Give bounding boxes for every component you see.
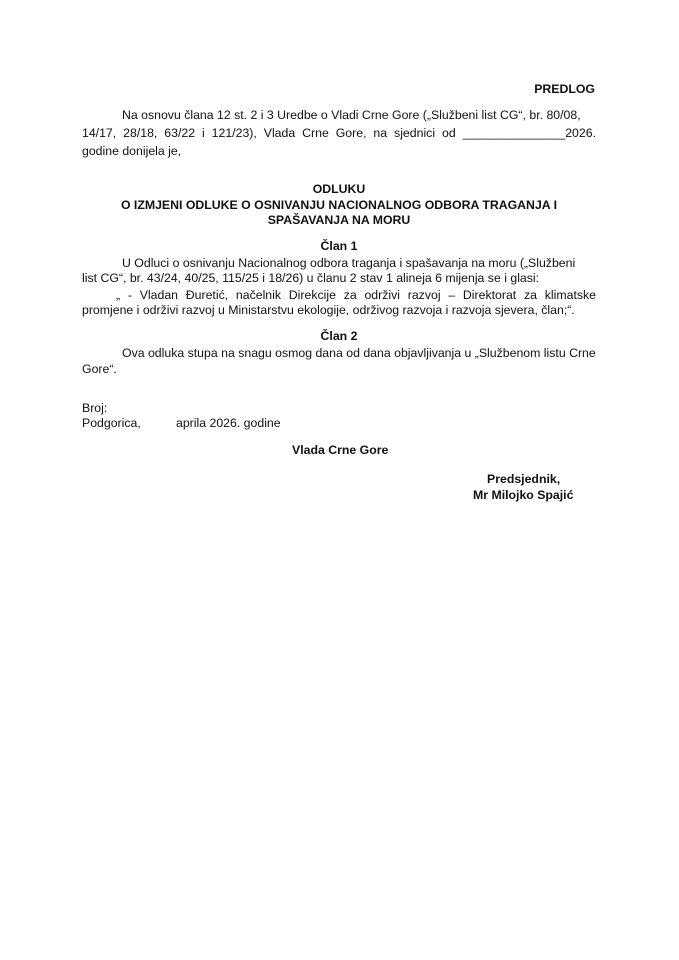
article-1-heading: Član 1 (320, 239, 358, 253)
article-2-line-2: Gore“. (82, 362, 117, 376)
proposal-label: PREDLOG (534, 82, 595, 96)
decision-subtitle-line-1: O IZMJENI ODLUKE O OSNIVANJU NACIONALNOG ODBORA TRAGANJA I (120, 198, 558, 212)
article-1-line-3: „ - Vladan Đuretić, načelnik Direkcije za održivi razvoj – Direktorat za klimatske (116, 288, 596, 302)
preamble-line-1: Na osnovu člana 12 st. 2 i 3 Uredbe o Vladi Crne Gore („Službeni list CG“, br. 80/08, (122, 108, 581, 122)
article-1-line-1: U Odluci o osnivanju Nacionalnog odbora traganja i spašavanja na moru („Službeni (122, 256, 576, 270)
date-label: aprila 2026. godine (176, 416, 281, 430)
decision-title: ODLUKU (312, 182, 366, 196)
article-1-line-2: list CG“, br. 43/24, 40/25, 115/25 i 18/26) u članu 2 stav 1 alineja 6 mijenja se i glasi: (82, 271, 540, 285)
decision-subtitle-line-2: SPAŠAVANJA NA MORU (267, 213, 411, 227)
article-2-heading: Član 2 (320, 329, 358, 343)
signatory-title: Predsjednik, (487, 472, 561, 486)
government-name: Vlada Crne Gore (292, 443, 389, 457)
article-2-line-1: Ova odluka stupa na snagu osmog dana od dana objavljivanja u „Službenom listu Crne (122, 346, 596, 360)
signatory-name: Mr Milojko Spajić (473, 488, 574, 502)
number-label: Broj: (82, 401, 108, 415)
place-label: Podgorica, (82, 416, 141, 430)
article-1-line-4: promjene i održivi razvoj u Ministarstvu ekologije, održivog razvoja i razvoja sjevera, član;“. (82, 303, 575, 317)
preamble-line-2: 14/17, 28/18, 63/22 i 121/23), Vlada Crne Gore, na sjednici od _______________2026. (82, 126, 596, 140)
preamble-line-3: godine donijela je, (82, 144, 182, 158)
